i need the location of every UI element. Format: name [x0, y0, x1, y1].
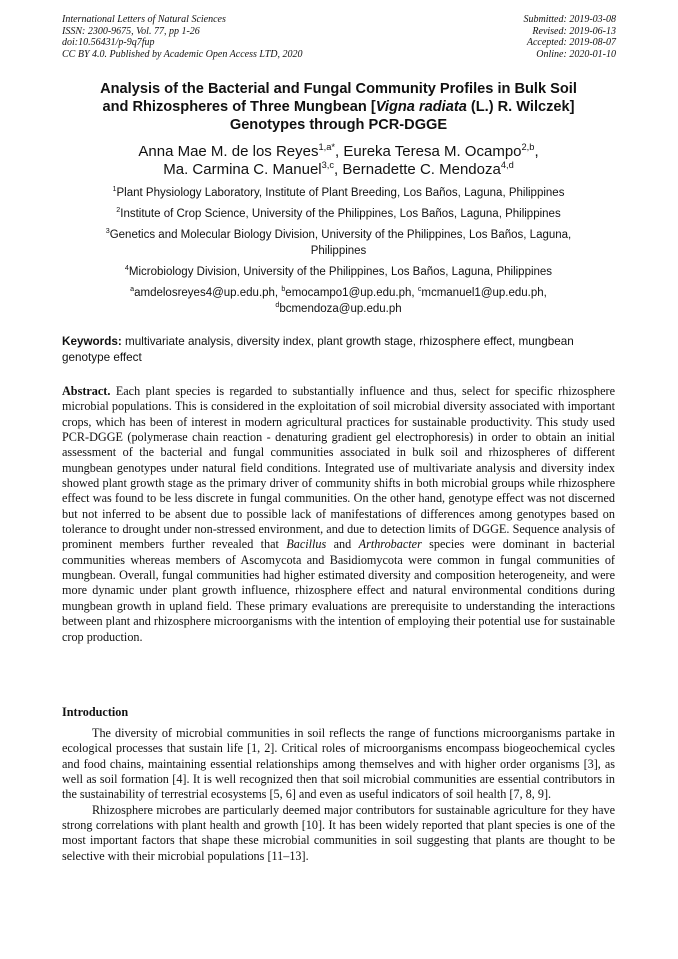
email-link[interactable]: amdelosreyes4@up.edu.ph, — [134, 287, 282, 299]
authors-line-1: Anna Mae M. de los Reyes$^{1,a*}$, Eureka Teresa M. Ocampo$^{2,b}$, — [138, 142, 539, 160]
authors-line-2: Ma. Carmina C. Manuel$^{3,c}$, Bernadette C. Mendoza$^{4,d}$ — [163, 160, 514, 178]
journal-license: CC BY 4.0. Published by Academic Open Access LTD, 2020 — [62, 48, 303, 60]
title-line-2: and Rhizospheres of Three Mungbean [Vigna radiata (L.) R. Wilczek] — [102, 99, 575, 115]
species-name: Vigna radiata — [375, 99, 467, 115]
date-accepted: Accepted: 2019-08-07 — [526, 37, 616, 49]
keywords-label: Keywords: — [62, 335, 122, 348]
date-revised: Revised: 2019-06-13 — [532, 25, 616, 37]
journal-name: International Letters of Natural Sciences — [62, 14, 226, 25]
abstract: Abstract. Each plant species is regarded to substantially influence and thus, select for specific rhizosphere microbial populations. This is considered in the exploitation of soil microbial diversity associated with important crops, which has been of interest in modern agricultural practices for sustainable productivity. This study used PCR-DGGE (polymerase chain reaction - denaturing gradient gel electrophoresis) in order to obtain an initial assessment of the bacterial and fungal communities associated in bulk soil and rhizospheres of different mungbean genotypes under natural field conditions. Integrated use of multivariate analysis and diversity index showed plant growth stage as the primary driver of community shifts in both microbial groups while rhizosphere effect was found to be less discrete in fungal communities. On the other hand, genotype effect was not discerned but not inferred to be absent due to possible lack of manifestations of differences among genotypes based on tolerance to drought under non-stressed environment, and due to detection limits of DGGE. Sequence analysis of prominent members further revealed that Bacillus and Arthrobacter species were dominant in bacterial communities whereas members of Ascomycota and Basidiomycota were common in fungal communities of mungbean. Overall, fungal communities had higher estimated diversity and composition heterogeneity, and were more dynamic under plant growth influence, rhizosphere effect and natural environmental conditions during mungbean growth in upland field. These primary evaluations are prerequisite to understanding the interactions between plant and rhizosphere microorganisms with the intention of employing their potential use for sustainable crop production. — [62, 384, 615, 644]
email-link[interactable]: bcmendoza@up.edu.ph — [279, 303, 402, 315]
journal-info — [62, 14, 303, 60]
author-emails: $^a$amdelosreyes4@up.edu.ph, $^b$emocampo1@up.edu.ph, $^c$mcmanuel1@up.edu.ph, $^d$bcmendoza@up.edu.ph — [130, 285, 547, 315]
keywords — [62, 334, 615, 366]
section-heading-introduction: Introduction — [62, 705, 129, 719]
affiliation-1: $^1$Plant Physiology Laboratory, Institute of Plant Breeding, Los Baños, Laguna, Philippines — [112, 185, 565, 199]
author-name: , Eureka Teresa M. Ocampo — [335, 143, 522, 160]
introduction-body — [62, 726, 615, 864]
keywords-text: multivariate analysis, diversity index, plant growth stage, rhizosphere effect, mungbean genotype effect — [62, 335, 574, 364]
author-name: Anna Mae M. de los Reyes — [138, 143, 319, 160]
author-name: , Bernadette C. Mendoza — [334, 161, 501, 178]
email-link[interactable]: emocampo1@up.edu.ph, — [285, 287, 418, 299]
email-link[interactable]: mcmanuel1@up.edu.ph, — [421, 287, 547, 299]
paragraph: Rhizosphere microbes are particularly deemed major contributors for sustainable agriculture for they have strong correlations with plant health and growth [10]. It has been widely reported that plant species is one of the most important factors that shape these microbial communities in soil suggesting that plants are thought to be selective with their microbial populations [11–13]. — [62, 802, 615, 863]
paragraph: The diversity of microbial communities in soil reflects the range of functions microorganisms partake in ecological processes that sustain life [1, 2]. Critical roles of microorganisms encompass biogeochemical cycles and food chains, maintaining essential relationships among themselves and with higher order organisms [3], as well as soil formation [4]. It is well recognized then that soil microbial communities are essential contributors in the sustainability of terrestrial ecosystems [5, 6] and even as useful indicators of soil health [7, 8, 9]. — [62, 726, 615, 802]
affiliation-4: $^4$Microbiology Division, University of the Philippines, Los Baños, Laguna, Philippines — [124, 264, 553, 278]
publication-dates — [524, 14, 617, 60]
abstract-label: Abstract. — [62, 384, 111, 398]
journal-doi: doi:10.56431/p-9q7fup — [62, 37, 155, 49]
paper-title — [62, 80, 615, 134]
journal-issn: ISSN: 2300-9675, Vol. 77, pp 1-26 — [62, 25, 200, 37]
date-online: Online: 2020-01-10 — [536, 48, 616, 60]
affiliation-2: $^2$Institute of Crop Science, University of the Philippines, Los Baños, Laguna, Philippines — [116, 206, 561, 220]
date-submitted: Submitted: 2019-03-08 — [523, 14, 616, 25]
author-list — [62, 143, 615, 179]
title-line-3: Genotypes through PCR-DGGE — [229, 117, 448, 133]
title-line-1: Analysis of the Bacterial and Fungal Community Profiles in Bulk Soil — [100, 81, 577, 97]
author-name: Ma. Carmina C. Manuel — [163, 161, 322, 178]
affiliation-3: $^3$Genetics and Molecular Biology Division, University of the Philippines, Los Baños, Laguna, Philippines — [105, 227, 572, 257]
